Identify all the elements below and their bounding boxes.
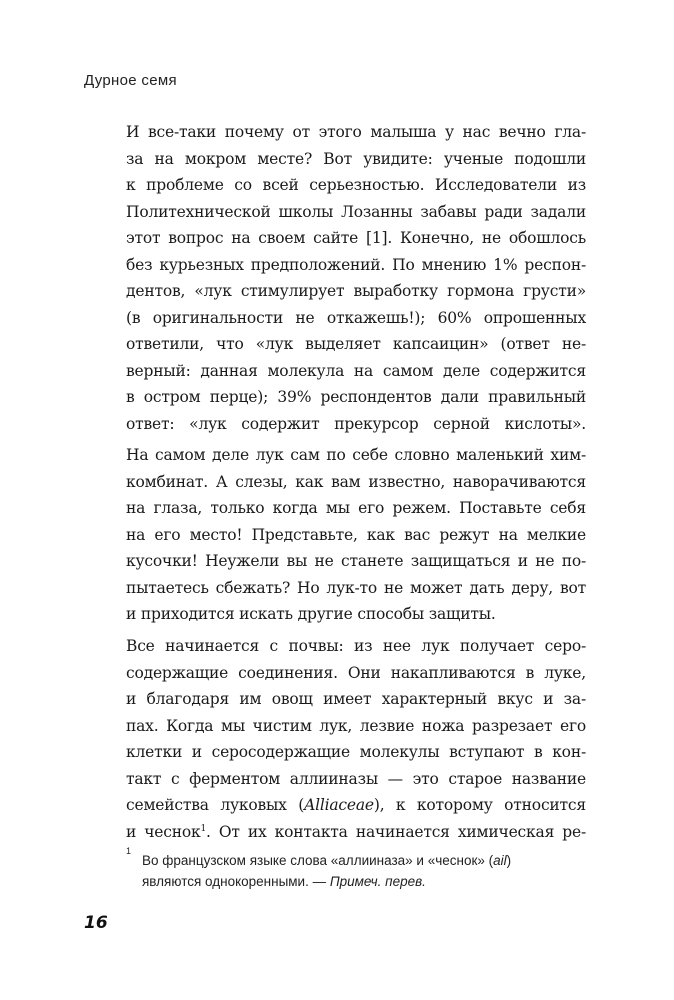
text-line: Политехнической школы Лозанны забавы ради задали <box>126 202 586 221</box>
text-line: в остром перце); 39% респондентов дали правильный <box>126 388 586 406</box>
text-line: и приходится искать другие способы защиты. <box>126 605 496 623</box>
text-line <box>126 792 586 819</box>
text-line: и благодаря им овощ имеет характерный вкус и за- <box>126 690 586 708</box>
text-line: кусочки! Неужели вы не станете защищаться и не по- <box>126 552 586 570</box>
text-line: за на мокром месте? Вот увидите: ученые подошли <box>126 149 586 168</box>
paragraph-3 <box>126 633 586 845</box>
translator-note: Примеч. перев. <box>329 874 426 889</box>
text-line <box>126 819 586 846</box>
text-line: верный: данная молекула на самом деле содержится <box>126 361 586 380</box>
text-fragment: ), к которому относится <box>373 796 586 814</box>
text-line: пах. Когда мы чистим лук, лезвие ножа разрезает его <box>126 716 586 735</box>
text-line: на глаза, только когда мы его режем. Поставьте себя <box>126 499 586 517</box>
italic-word: ail <box>493 853 507 868</box>
text-line: этот вопрос на своем сайте [1]. Конечно, не обошлось <box>126 229 586 247</box>
text-line: клетки и серосодержащие молекулы вступают в кон- <box>126 743 586 761</box>
footnote-mark: 1 <box>126 846 132 856</box>
text-line: (в оригинальности не откажешь!); 60% опрошенных <box>126 308 586 327</box>
footnote-line <box>126 871 526 892</box>
footnote <box>126 846 526 892</box>
text-line: ответ: «лук содержит прекурсор серной кислоты». <box>126 414 586 433</box>
text-fragment: семейства луковых ( <box>126 796 305 814</box>
text-line: к проблеме со всей серьезностью. Исследователи из <box>126 176 586 194</box>
text-fragment: ) <box>506 853 512 868</box>
paragraph-1 <box>126 119 586 437</box>
text-line: дентов, «лук стимулирует выработку гормона грусти» <box>126 282 586 300</box>
text-fragment: . От их контакта начинается химическая ре- <box>206 822 586 841</box>
text-fragment: являются однокоренными. — <box>142 874 330 889</box>
text-line: пытаетесь сбежать? Но лук-то не может дать деру, вот <box>126 578 586 597</box>
latin-term: Alliaceae <box>304 796 374 814</box>
text-line: ответили, что «лук выделяет капсаицин» (ответ не- <box>126 335 586 353</box>
footnote-ref: 1 <box>200 823 207 834</box>
page-number: 16 <box>84 913 108 933</box>
text-line: на его место! Представьте, как вас режут на мелкие <box>126 525 586 544</box>
text-line: без курьезных предположений. По мнению 1% респон- <box>126 255 586 274</box>
text-line: На самом деле лук сам по себе словно маленький хим- <box>126 446 586 464</box>
text-line: комбинат. А слезы, как вам известно, наворачиваются <box>126 472 586 491</box>
paragraph-2 <box>126 442 586 628</box>
footnote-line <box>126 850 526 871</box>
text-fragment: Во французском языке слова «аллииназа» и «чеснок» ( <box>142 853 494 868</box>
text-line: содержащие соединения. Они накапливаются в луке, <box>126 663 586 682</box>
text-fragment: и чеснок <box>126 822 201 841</box>
text-line: Все начинается с почвы: из нее лук получает серо- <box>126 637 586 655</box>
text-line: И все-таки почему от этого малыша у нас вечно гла- <box>126 123 586 141</box>
text-line: такт с ферментом аллииназы — это старое название <box>126 769 586 788</box>
running-head: Дурное семя <box>84 72 177 89</box>
